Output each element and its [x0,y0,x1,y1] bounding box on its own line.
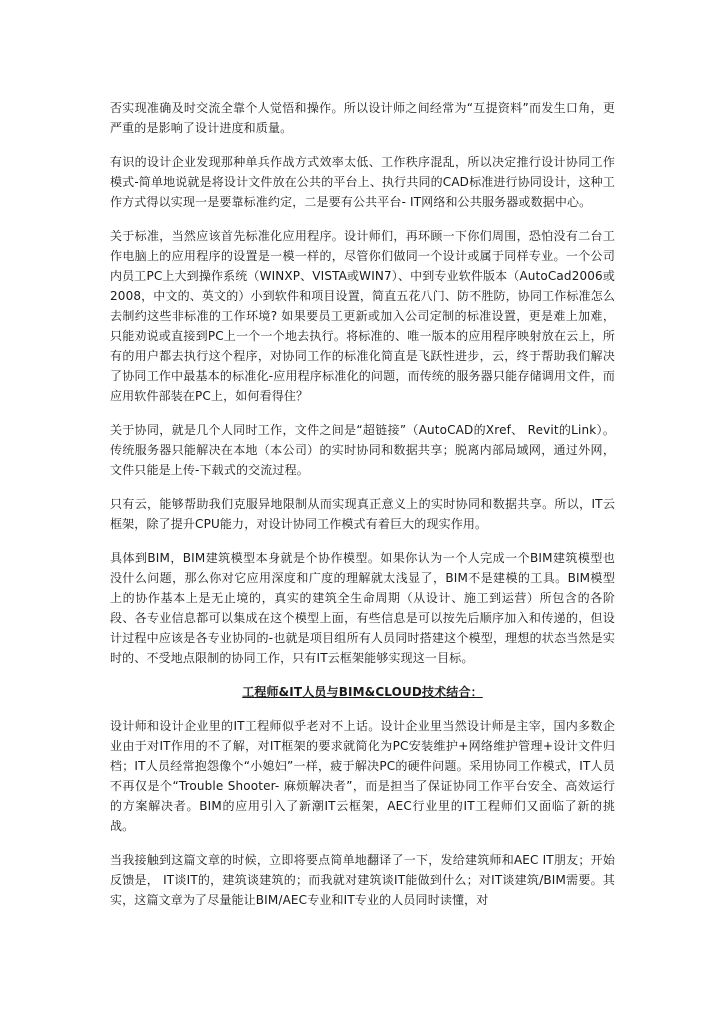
paragraph: 设计师和设计企业里的IT工程师似乎老对不上话。设计企业里当然设计师是主宰，国内多数企业由于对IT作用的不了解，对IT框架的要求就简化为PC安装维护+网络维护管理+设计文件归档；IT人员经常抱怨像个“小媳妇”一样，疲于解决PC的硬件问题。采用协同工作模式，IT人员不再仅是个“Trouble Shooter- 麻烦解决者”，而是担当了保证协同工作平台安全、高效运行的方案解决者。BIM的应用引入了新潮IT云框架，AEC行业里的IT工程师们又面临了新的挑战。 [110,719,615,833]
document-body [110,98,615,924]
paragraph: 只有云，能够帮助我们克服异地限制从而实现真正意义上的实时协同和数据共享。所以，IT云框架，除了提升CPU能力，对设计协同工作模式有着巨大的现实作用。 [110,497,615,531]
paragraph: 当我接触到这篇文章的时候，立即将要点简单地翻译了一下，发给建筑师和AEC IT朋友；开始反馈是， IT谈IT的，建筑谈建筑的；而我就对建筑谈IT能做到什么；对IT谈建筑/BIM需要。其实，这篇文章为了尽量能让BIM/AEC专业和IT专业的人员同时读懂，对 [110,853,615,907]
paragraph: 具体到BIM，BIM建筑模型本身就是个协作模型。如果你认为一个人完成一个BIM建筑模型也没什么问题，那么你对它应用深度和广度的理解就太浅显了，BIM不是建模的工具。BIM模型上的协作基本上是无止境的，真实的建筑全生命周期（从设计、施工到运营）所包含的各阶段、各专业信息都可以集成在这个模型上面，有些信息是可以按先后顺序加入和传递的，但设计过程中应该是各专业协同的-也就是项目组所有人员同时搭建这个模型，理想的状态当然是实时的、不受地点限制的协同工作，只有IT云框架能够实现这一目标。 [110,551,615,665]
paragraph: 有识的设计企业发现那种单兵作战方式效率太低、工作秩序混乱，所以决定推行设计协同工作模式-简单地说就是将设计文件放在公共的平台上、执行共同的CAD标准进行协同设计，这种工作方式得以实现一是要靠标准约定，二是要有公共平台- IT网络和公共服务器或数据中心。 [110,155,615,209]
paragraph: 关于标准，当然应该首先标准化应用程序。设计师们，再环顾一下你们周围，恐怕没有二台工作电脑上的应用程序的设置是一模一样的，尽管你们做同一个设计或属于同样专业。一个公司内员工PC上大到操作系统（WINXP、VISTA或WIN7）、中到专业软件版本（AutoCad2006或 2008，中文的、英文的）小到软件和项目设置，简直五花八门、防不胜防，协同工作标准怎么去制约这些非标准的工作环境? 如果要员工更新或加入公司定制的标准设置，更是难上加难，只能劝说或直接到PC上一个一个地去执行。将标准的、唯一版本的应用程序映射放在云上，所有的用户都去执行这个程序，对协同工作的标准化简直是飞跃性进步，云，终于帮助我们解决了协同工作中最基本的标准化-应用程序标准化的问题，而传统的服务器只能存储调用文件，而应用软件部装在PC上，如何看得住？ [110,229,615,403]
paragraph: 关于协同，就是几个人同时工作，文件之间是“超链接”（AutoCAD的Xref、 Revit的Link）。传统服务器只能解决在本地（本公司）的实时协同和数据共享；脱离内部局域网，通过外网，文件只能是上传-下载式的交流过程。 [110,423,615,477]
paragraph: 否实现准确及时交流全靠个人觉悟和操作。所以设计师之间经常为“互提资料”而发生口角，更严重的是影响了设计进度和质量。 [110,101,615,135]
section-heading: 工程师&IT人员与BIM&CLOUD技术结合： [242,685,483,699]
